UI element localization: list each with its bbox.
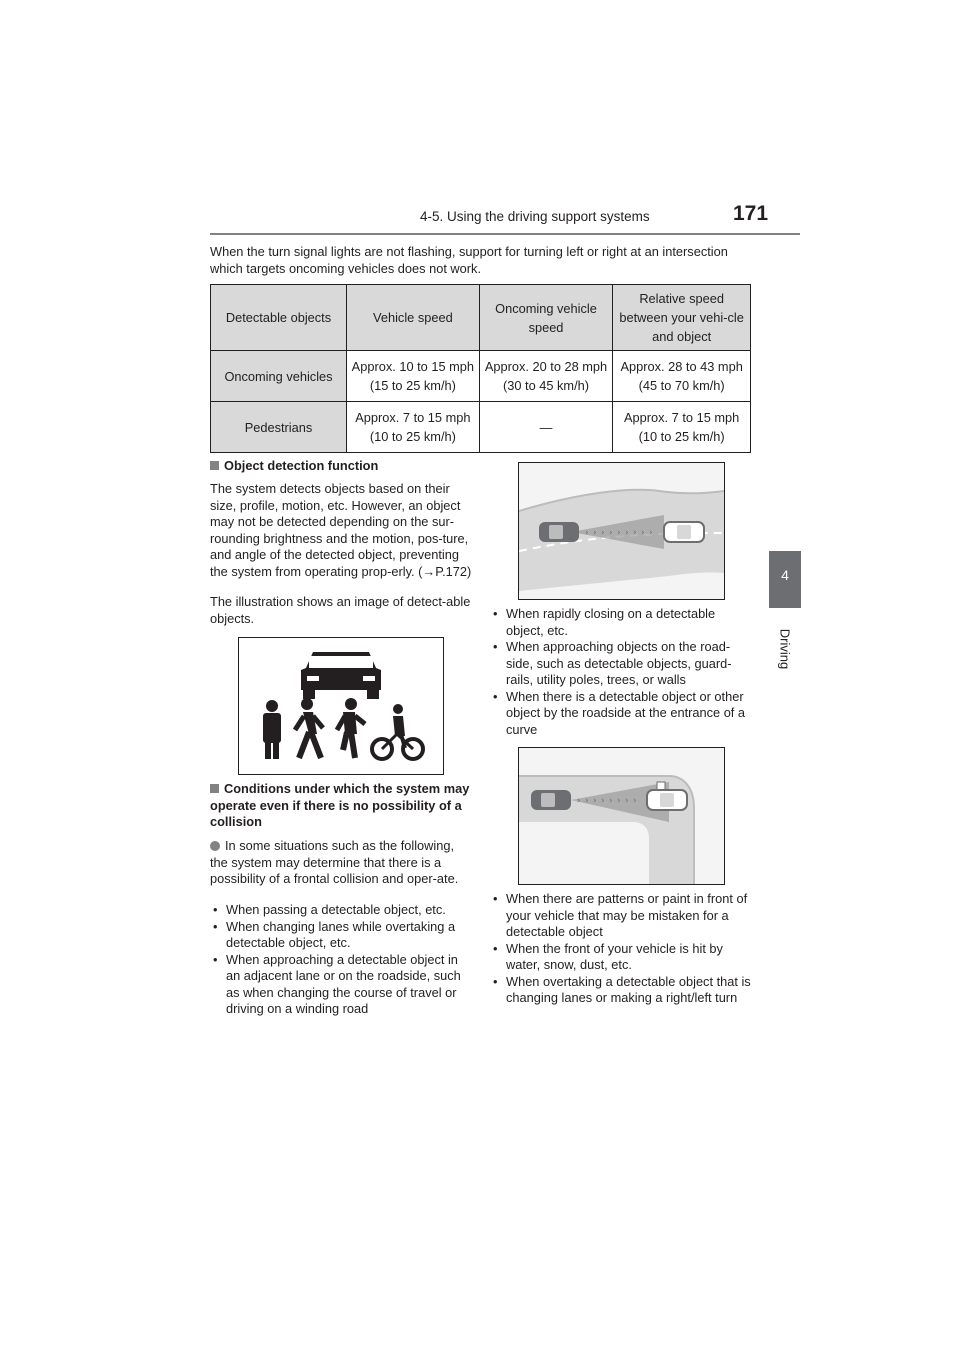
svg-text:›: › (617, 528, 621, 538)
svg-text:›: › (617, 796, 621, 806)
chapter-number: 4 (781, 567, 789, 583)
radar-chevrons (585, 528, 653, 538)
square-bullet-icon (210, 784, 219, 793)
detection-spec-table (210, 284, 751, 453)
detectable-objects-illustration (239, 638, 443, 774)
intro-text: When the turn signal lights are not flashing, support for turning left or right at an intersection which targets oncoming vehicles does not work. (210, 244, 728, 276)
header-rule (210, 233, 800, 235)
table-row (211, 351, 751, 402)
svg-text:›: › (609, 528, 613, 538)
svg-text:›: › (625, 796, 629, 806)
svg-text:›: › (625, 528, 629, 538)
own-car-icon (539, 522, 579, 542)
list-item: • When there is a detectable object or other object by the roadside at the entrance of a curve (490, 689, 755, 739)
object-detection-text: The system detects objects based on their size, profile, motion, etc. However, an object may not be detected depending on the sur-rounding brightness and the motion, pos-ture, and angle of the detected object, preventing the system from operating prop-erly. (→P.172) (210, 481, 472, 579)
winding-road-illustration (519, 463, 724, 599)
table-cell: Approx. 7 to 15 mph (10 to 25 km/h) (347, 402, 480, 453)
svg-text:›: › (601, 528, 605, 538)
section-title: 4-5. Using the driving support systems (420, 209, 650, 224)
conditions-list-a (490, 606, 755, 738)
circle-bullet-icon (210, 841, 220, 851)
object-detection-heading-text: Object detection function (224, 458, 379, 473)
svg-text:›: › (601, 796, 605, 806)
table-cell: — (479, 402, 613, 453)
parked-car-icon (647, 790, 687, 810)
car-icon (301, 652, 381, 699)
svg-text:›: › (585, 528, 589, 538)
svg-text:›: › (633, 528, 637, 538)
cyclist-icon (372, 704, 423, 759)
curve-entrance-illustration (519, 748, 724, 884)
standing-pedestrian-icon (263, 700, 281, 759)
list-item: • When approaching objects on the road-side, such as detectable objects, guard-rails, utility poles, trees, or walls (490, 639, 755, 689)
target-car-icon (664, 522, 704, 542)
list-item: • When changing lanes while overtaking a detectable object, etc. (210, 919, 472, 952)
list-item: • When passing a detectable object, etc. (210, 902, 472, 919)
svg-text:›: › (649, 528, 653, 538)
svg-text:›: › (577, 796, 581, 806)
object-detection-heading (210, 458, 470, 475)
table-cell: Approx. 20 to 28 mph (30 to 45 km/h) (479, 351, 613, 402)
illustration-note: The illustration shows an image of detect-able objects. (210, 594, 471, 626)
curve-entrance-figure (518, 747, 725, 885)
svg-text:›: › (593, 796, 597, 806)
conditions-list (210, 902, 472, 1018)
own-car-icon (531, 790, 571, 810)
winding-road-figure (518, 462, 725, 600)
table-header: Oncoming vehicle speed (479, 285, 613, 351)
chapter-label-wrap (778, 619, 792, 679)
list-item: • When there are patterns or paint in front of your vehicle that may be mistaken for a detectable object (490, 891, 755, 941)
list-item: • When overtaking a detectable object that is changing lanes or making a right/left turn (490, 974, 755, 1007)
table-cell: Pedestrians (211, 402, 347, 453)
table-cell: Approx. 28 to 43 mph (45 to 70 km/h) (613, 351, 751, 402)
detectable-objects-figure (238, 637, 444, 775)
list-item: • When rapidly closing on a detectable object, etc. (490, 606, 755, 639)
chapter-label: Driving (777, 628, 793, 670)
page-number: 171 (733, 202, 769, 225)
svg-text:›: › (641, 528, 645, 538)
table-header: Detectable objects (211, 285, 347, 351)
walking-pedestrian-icon (295, 698, 323, 758)
square-bullet-icon (210, 461, 219, 470)
table-cell: Approx. 10 to 15 mph (15 to 25 km/h) (347, 351, 480, 402)
conditions-heading (210, 781, 472, 831)
running-pedestrian-icon (337, 698, 365, 758)
svg-text:›: › (633, 796, 637, 806)
conditions-heading-text: Conditions under which the system may operate even if there is no possibility of a collision (210, 781, 470, 829)
conditions-list-b (490, 891, 755, 1007)
table-header: Vehicle speed (347, 285, 480, 351)
svg-text:›: › (593, 528, 597, 538)
table-cell: Oncoming vehicles (211, 351, 347, 402)
list-item: • When the front of your vehicle is hit by water, snow, dust, etc. (490, 941, 755, 974)
svg-text:›: › (585, 796, 589, 806)
table-header-row (211, 285, 751, 351)
list-item: • When approaching a detectable object in an adjacent lane or on the roadside, such as when changing the course of travel or driving on a winding road (210, 952, 472, 1018)
table-cell: Approx. 7 to 15 mph (10 to 25 km/h) (613, 402, 751, 453)
svg-text:›: › (609, 796, 613, 806)
table-row (211, 402, 751, 453)
table-header: Relative speed between your vehi-cle and object (613, 285, 751, 351)
conditions-intro (210, 838, 472, 888)
conditions-intro-text: In some situations such as the following, the system may determine that there is a possibility of a frontal collision and oper-ate. (210, 838, 459, 886)
